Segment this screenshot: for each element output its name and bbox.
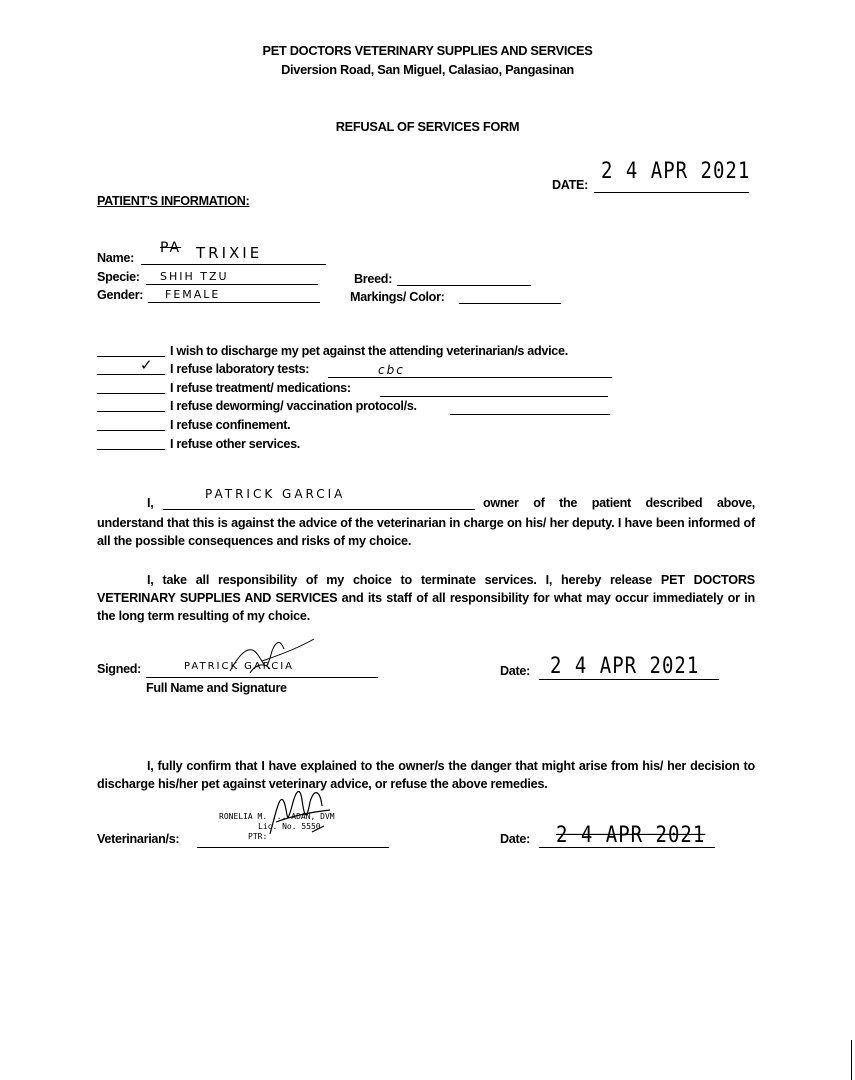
refusal-item: I refuse deworming/ vaccination protocol/s.	[170, 399, 417, 413]
vet-signature-scribble	[262, 782, 342, 847]
name-line	[141, 264, 326, 265]
refusal-blank[interactable]	[97, 411, 165, 412]
vet-stamp-license: Lic. No. 5550	[258, 822, 321, 831]
gender-value: FEMALE	[165, 288, 221, 301]
owner-name: PATRICK GARCIA	[205, 487, 346, 501]
specie-label: Specie:	[97, 270, 140, 284]
signed-label: Signed:	[97, 662, 142, 676]
owner-signature-scribble	[210, 633, 320, 688]
refusal-blank[interactable]	[97, 374, 165, 375]
responsibility-text	[97, 571, 755, 625]
refusal-item: I refuse laboratory tests:	[170, 362, 310, 376]
vet-label: Veterinarian/s:	[97, 832, 180, 846]
refusal-item: I refuse other services.	[170, 437, 301, 451]
breed-line	[397, 285, 531, 286]
specie-value: SHIH TZU	[160, 270, 229, 283]
owner-date-label: Date:	[500, 664, 530, 678]
refusal-blank[interactable]	[97, 430, 165, 431]
specie-line	[146, 284, 318, 285]
check-mark-icon: ✓	[140, 356, 155, 374]
vet-date-label: Date:	[500, 832, 530, 846]
refusal-blank[interactable]	[97, 393, 165, 394]
gender-line	[148, 302, 320, 303]
date-stamp: 2 4 APR 2021	[601, 158, 751, 184]
refusal-item: I refuse treatment/ medications:	[170, 381, 351, 395]
confirmation-text	[97, 757, 755, 793]
refusal-blank[interactable]	[97, 356, 165, 357]
vet-stamp-ptr: PTR:	[248, 832, 268, 841]
breed-label: Breed:	[354, 272, 393, 286]
refusal-note-line	[380, 396, 608, 397]
refusal-item: I refuse confinement.	[170, 418, 291, 432]
name-label: Name:	[97, 251, 134, 265]
refusal-blank[interactable]	[97, 449, 165, 450]
company-name: PET DOCTORS VETERINARY SUPPLIES AND SERVICES	[262, 43, 593, 58]
patient-section-label: PATIENT'S INFORMATION:	[97, 194, 250, 208]
markings-line	[459, 303, 561, 304]
confirmation-body: I, fully confirm that I have explained to the owner/s the danger that might arise from his/ her decision to discharge his/her pet against veterinary advice, or refuse the above remedies.	[97, 759, 755, 791]
date-line	[594, 192, 749, 193]
gender-label: Gender:	[97, 288, 144, 302]
vet-date-stamp: 2 4 APR 2021	[556, 822, 706, 848]
name-value-struck: PA	[160, 240, 182, 256]
refusal-note: cbc	[378, 363, 405, 377]
name-value: TRIXIE	[196, 244, 263, 262]
form-title: REFUSAL OF SERVICES FORM	[335, 119, 520, 134]
vet-stamp-name: RONELIA M. ... ADAN, DVM	[219, 812, 335, 821]
owner-name-line	[163, 509, 475, 510]
date-label: DATE:	[552, 178, 589, 192]
company-address: Diversion Road, San Miguel, Calasiao, Pangasinan	[281, 62, 574, 77]
statement-prefix: I,	[147, 496, 154, 510]
owner-date-stamp: 2 4 APR 2021	[550, 653, 700, 679]
scan-edge-mark	[851, 1040, 852, 1080]
refusal-note-line	[328, 377, 612, 378]
vet-signature-line	[197, 847, 389, 848]
refusal-item: I wish to discharge my pet against the attending veterinarian/s advice.	[170, 344, 568, 358]
refusal-note-line	[450, 414, 610, 415]
statement-line1-suffix: owner of the patient described above,	[483, 496, 755, 510]
statement-text: understand that this is against the advice of the veterinarian in charge on his/ her deputy. I have been informed of all the possible consequences and risks of my choice.	[97, 516, 755, 548]
owner-date-line	[539, 679, 719, 680]
owner-signed-name: PATRICK GARCIA	[184, 661, 294, 672]
signature-caption: Full Name and Signature	[146, 681, 287, 695]
markings-label: Markings/ Color:	[350, 290, 445, 304]
responsibility-body: I, take all responsibility of my choice to terminate services. I, hereby release PET DOCTORS VETERINARY SUPPLIES AND SERVICES and its staff of all responsibility for what may occur immediately or in the long term resulting of my choice.	[97, 573, 755, 623]
